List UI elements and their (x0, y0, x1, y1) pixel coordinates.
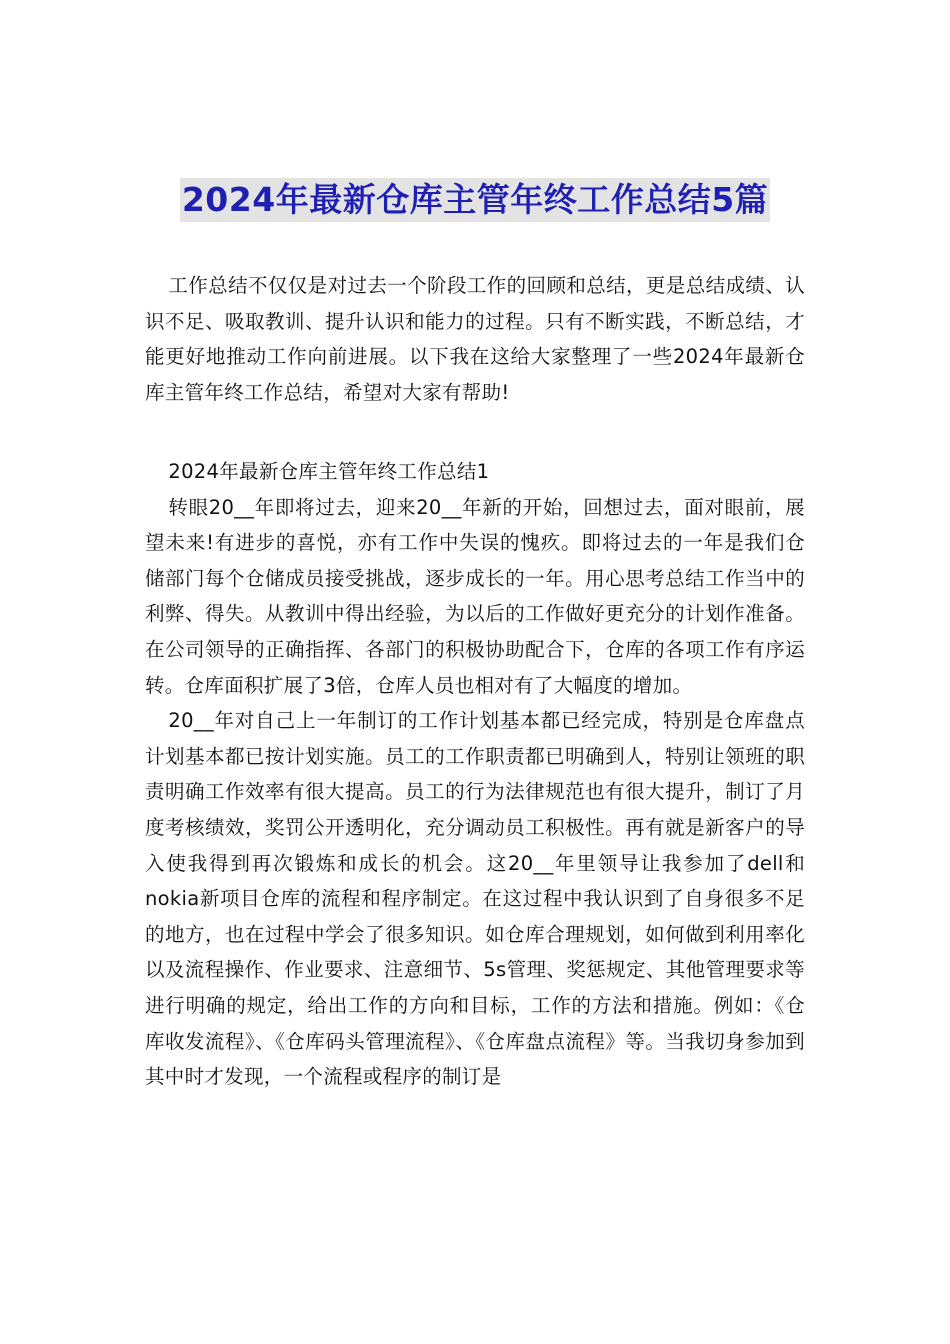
intro-block (145, 268, 805, 410)
document-title: 2024年最新仓库主管年终工作总结5篇 (180, 178, 770, 222)
body-paragraph-2: 20__年对自己上一年制订的工作计划基本都已经完成，特别是仓库盘点计划基本都已按计划实施。员工的工作职责都已明确到人，特别让领班的职责明确工作效率有很大提高。员工的行为法律规范也有很大提升，制订了月度考核绩效，奖罚公开透明化，充分调动员工积极性。再有就是新客户的导入使我得到再次锻炼和成长的机会。这20__年里领导让我参加了dell和nokia新项目仓库的流程和程序制定。在这过程中我认识到了自身很多不足的地方，也在过程中学会了很多知识。如仓库合理规划，如何做到利用率化以及流程操作、作业要求、注意细节、5s管理、奖惩规定、其他管理要求等进行明确的规定，给出工作的方向和目标，工作的方法和措施。例如：《仓库收发流程》、《仓库码头管理流程》、《仓库盘点流程》等。当我切身参加到其中时才发现，一个流程或程序的制订是 (145, 709, 805, 1089)
section-heading: 2024年最新仓库主管年终工作总结1 (168, 460, 490, 483)
body-paragraph-1: 转眼20__年即将过去，迎来20__年新的开始，回想过去，面对眼前，展望未来!有进步的喜悦，亦有工作中失误的愧疚。即将过去的一年是我们仓储部门每个仓储成员接受挑战，逐步成长的一年。用心思考总结工作当中的利弊、得失。从教训中得出经验，为以后的工作做好更充分的计划作准备。在公司领导的正确指挥、各部门的积极协助配合下，仓库的各项工作有序运转。仓库面积扩展了3倍，仓库人员也相对有了大幅度的增加。 (145, 495, 805, 697)
intro-paragraph: 工作总结不仅仅是对过去一个阶段工作的回顾和总结，更是总结成绩、认识不足、吸取教训、提升认识和能力的过程。只有不断实践，不断总结，才能更好地推动工作向前进展。以下我在这给大家整理了一些2024年最新仓库主管年终工作总结，希望对大家有帮助! (145, 274, 805, 404)
section-1 (145, 454, 805, 1095)
title-container (0, 178, 950, 222)
